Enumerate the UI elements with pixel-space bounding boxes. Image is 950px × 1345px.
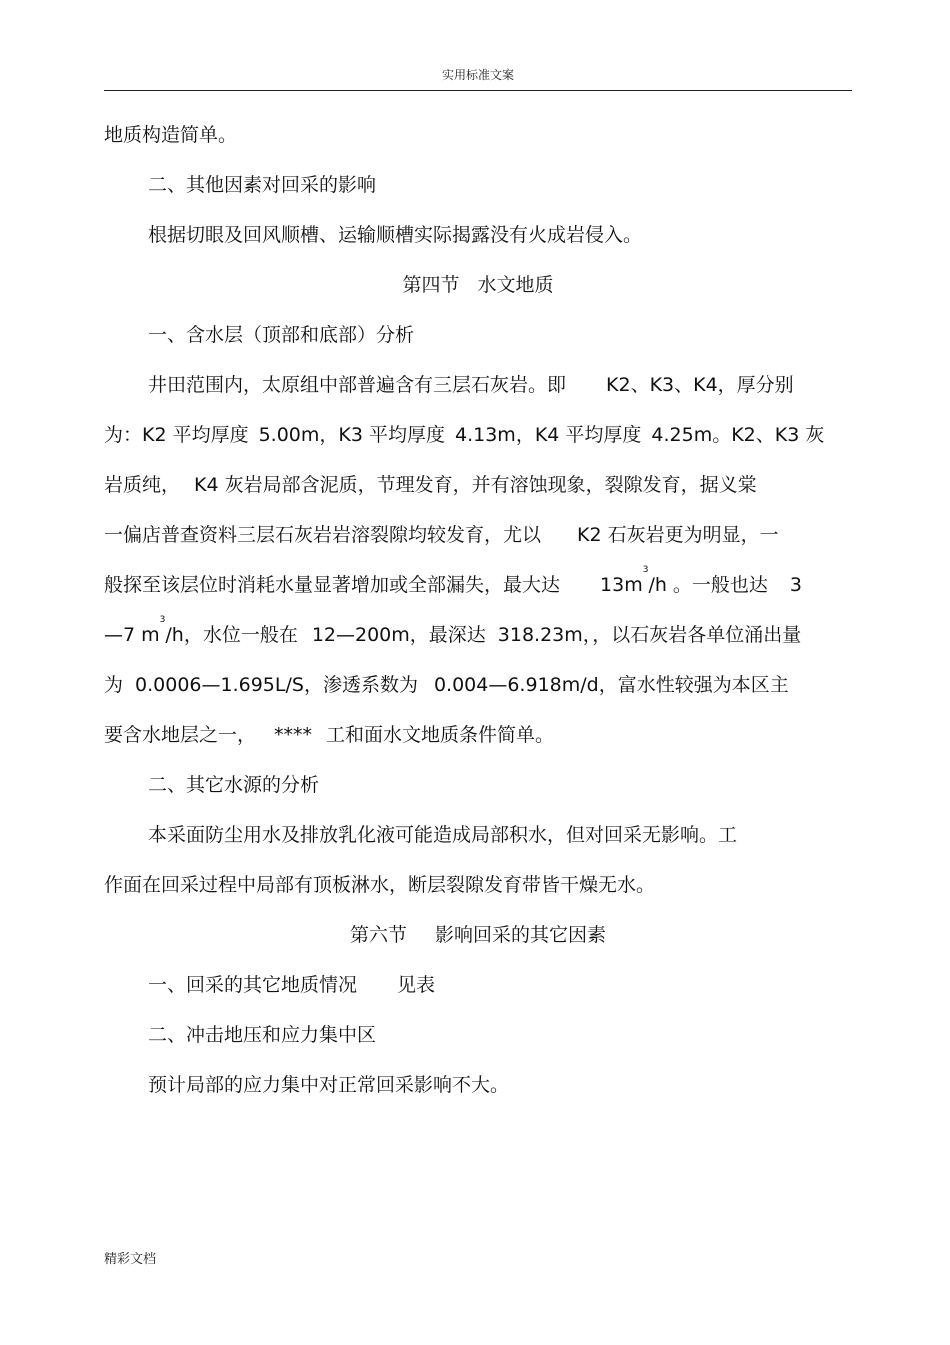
subheading: 一、含水层（顶部和底部）分析: [148, 324, 415, 346]
text-run: 0.004—6.918m/d，富水性较强为本区主: [433, 674, 789, 696]
text-run: K2、K3、K4，厚分别: [606, 374, 794, 396]
text-run: —7 m: [104, 624, 160, 646]
section-number: 第四节: [402, 274, 460, 296]
text-run: 一偏店普查资料三层石灰岩岩溶裂隙均较发育，尤以: [104, 524, 542, 546]
paragraph-line: 预计局部的应力集中对正常回采影响不大。: [148, 1074, 510, 1096]
text-run: 般探至该层位时消耗水量显著增加或全部漏失，最大达: [104, 574, 561, 596]
subheading: 二、其他因素对回采的影响: [148, 174, 377, 196]
text-run: K2 石灰岩更为明显，一: [577, 524, 779, 546]
section-name: 影响回采的其它因素: [435, 924, 607, 946]
text-run: 一、回采的其它地质情况: [148, 974, 358, 996]
text-run: 13m: [600, 574, 643, 596]
paragraph-line: 本采面防尘用水及排放乳化液可能造成局部积水，但对回采无影响。工: [148, 824, 738, 846]
section-number: 第六节: [349, 924, 407, 946]
paragraph-line: 根据切眼及回风顺槽、运输顺槽实际揭露没有火成岩侵入。: [148, 224, 643, 246]
paragraph-line: [104, 565, 803, 598]
text-run: 岩质纯，: [104, 474, 181, 496]
paragraph-line: [148, 372, 794, 398]
text-run: 要含水地层之一，: [104, 724, 257, 746]
paragraph-line: [104, 615, 802, 648]
text-run: 0.0006—1.695L/S，渗透系数为: [135, 674, 418, 696]
text-run: /h，水位一般在: [165, 624, 298, 646]
text-run: 工和面水文地质条件简单。: [326, 724, 555, 746]
text-run: 见表: [397, 974, 436, 996]
section-title: [104, 922, 852, 948]
text-run: 为: [104, 674, 124, 696]
section-name: 水文地质: [477, 274, 554, 296]
paragraph-line: 地质构造简单。: [104, 124, 238, 146]
superscript: 3: [642, 565, 649, 575]
text-run: K4 灰岩局部含泥质，节理发育，并有溶蚀现象，裂隙发育，据义棠: [194, 474, 757, 496]
section-title: [104, 272, 852, 298]
paragraph-line: [104, 672, 789, 698]
paragraph-line: [104, 472, 757, 498]
subheading: 二、其它水源的分析: [148, 774, 320, 796]
text-run: 5.00m，K3 平均厚度: [258, 424, 445, 446]
subheading: 二、冲击地压和应力集中区: [148, 1024, 377, 1046]
text-run: 4.25m。K2、K3 灰: [651, 424, 825, 446]
text-run: 318.23m，，以石灰岩各单位涌出量: [497, 624, 802, 646]
page-header: 实用标准文案: [441, 68, 514, 82]
paragraph-line: [104, 722, 554, 748]
text-run: /h 。一般也达: [648, 574, 768, 596]
paragraph-line: [104, 522, 779, 548]
superscript: 3: [159, 615, 166, 625]
paragraph-line: 作面在回采过程中局部有顶板淋水，断层裂隙发育带皆干燥无水。: [104, 874, 656, 896]
text-run: 4.13m，K4 平均厚度: [455, 424, 642, 446]
text-run: 为：K2 平均厚度: [104, 424, 249, 446]
subheading: [148, 972, 435, 998]
text-run: 3: [789, 574, 803, 596]
text-run: 井田范围内，太原组中部普遍含有三层石灰岩。即: [148, 374, 567, 396]
paragraph-line: [104, 422, 824, 448]
text-run: 12—200m，最深达: [311, 624, 486, 646]
text-run: ****: [274, 724, 313, 746]
header-divider: [104, 90, 852, 91]
page-footer: 精彩文档: [104, 1252, 157, 1267]
